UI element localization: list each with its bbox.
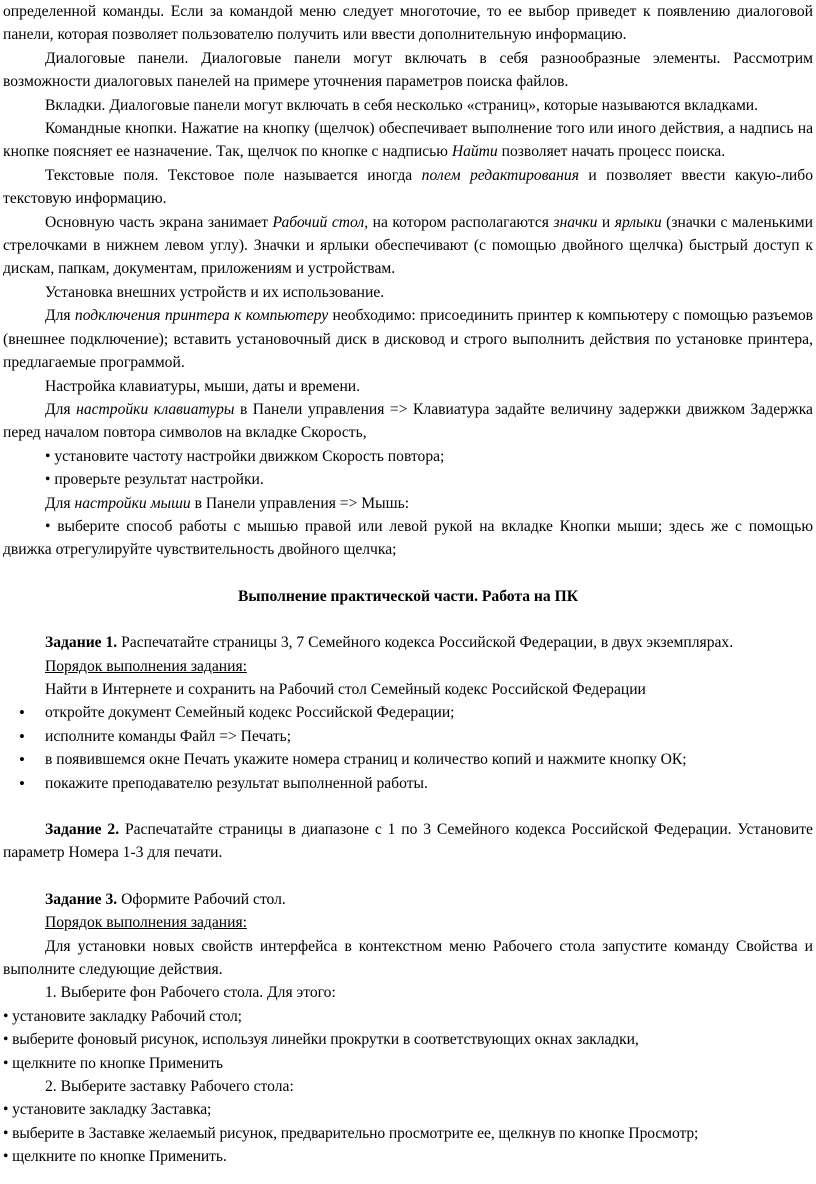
- paragraph: Установка внешних устройств и их использование.: [45, 283, 385, 301]
- task-3-heading: Задание 3. Оформите Рабочий стол.: [45, 890, 286, 908]
- task-3-order-label: Порядок выполнения задания:: [45, 914, 247, 932]
- bullet-line: • установите частоту настройки движком Скорость повтора;: [45, 447, 445, 465]
- task-1-order-label: Порядок выполнения задания:: [45, 657, 247, 675]
- list-item: • в появившемся окне Печать укажите номера страниц и количество копий и нажмите кнопку ОК;: [3, 748, 813, 771]
- paragraph: Для настройки клавиатуры в Панели управления => Клавиатура задайте величину задержки движком Задержка перед началом повтора символов на вкладке Скорость,: [3, 400, 813, 442]
- paragraph: Диалоговые панели. Диалоговые панели могут включать в себя разнообразные элементы. Рассмотрим возможности диалоговых панелей на примере уточнения параметров поиска файлов.: [3, 49, 813, 91]
- section-title: Выполнение практической части. Работа на ПК: [237, 587, 579, 605]
- paragraph: определенной команды. Если за командой меню следует многоточие, то ее выбор приведет к появлению диалоговой панели, которая позволяет пользователю получить или ввести дополнительную информацию.: [3, 3, 813, 44]
- paragraph: • выберите способ работы с мышью правой или левой рукой на вкладке Кнопки мыши; здесь же с помощью движка отрегулируйте чувствительность двойного щелчка;: [3, 517, 813, 559]
- paragraph: Для установки новых свойств интерфейса в контекстном меню Рабочего стола запустите команду Свойства и выполните следующие действия.: [3, 937, 813, 979]
- list-item: • щелкните по кнопке Применить: [3, 1054, 223, 1072]
- task-2-heading: Задание 2. Распечатайте страницы в диапазоне с 1 по 3 Семейного кодекса Российской Федерации. Установите параметр Номера 1-3 для печати.: [3, 821, 813, 862]
- paragraph: Для настройки мыши в Панели управления => Мышь:: [45, 494, 410, 512]
- list-item: • исполните команды Файл => Печать;: [3, 725, 813, 748]
- bullet-line: • проверьте результат настройки.: [45, 471, 264, 489]
- task-1-steps: [3, 701, 813, 795]
- list-item: • установите закладку Рабочий стол;: [3, 1007, 242, 1025]
- paragraph: Основную часть экрана занимает Рабочий стол, на котором располагаются значки и ярлыки (значки с маленькими стрелочками в нижнем левом углу). Значки и ярлыки обеспечивают (с помощью двойного щелчка) быстрый доступ к дискам, папкам, документам, приложениям и устройствам.: [3, 213, 813, 278]
- paragraph: Командные кнопки. Нажатие на кнопку (щелчок) обеспечивает выполнение того или иного действия, а надпись на кнопке поясняет ее назначение. Так, щелчок по кнопке с надписью Найти позволяет начать процесс поиска.: [3, 120, 813, 161]
- list-item: • установите закладку Заставка;: [3, 1101, 212, 1119]
- list-item: • покажите преподавателю результат выполненной работы.: [3, 772, 813, 795]
- paragraph: Найти в Интернете и сохранить на Рабочий стол Семейный кодекс Российской Федерации: [45, 680, 646, 698]
- step-heading: 1. Выберите фон Рабочего стола. Для этого:: [45, 984, 336, 1002]
- list-item: • выберите фоновый рисунок, используя линейки прокрутки в соответствующих окнах закладки,: [3, 1031, 639, 1049]
- task-1-heading: Задание 1. Распечатайте страницы 3, 7 Семейного кодекса Российской Федерации, в двух экземплярах.: [45, 634, 734, 652]
- paragraph: Вкладки. Диалоговые панели могут включать в себя несколько «страниц», которые называются вкладками.: [45, 96, 759, 114]
- paragraph: Текстовые поля. Текстовое поле называется иногда полем редактирования и позволяет ввести какую-либо текстовую информацию.: [3, 166, 813, 208]
- paragraph: Настройка клавиатуры, мыши, даты и времени.: [45, 377, 361, 395]
- paragraph: Для подключения принтера к компьютеру необходимо: присоединить принтер к компьютеру с помощью разъемов (внешнее подключение); вставить установочный диск в дисковод и строго выполнить действия по установке принтера, предлагаемые программой.: [3, 307, 813, 372]
- step-heading: 2. Выберите заставку Рабочего стола:: [45, 1078, 294, 1096]
- list-item: • выберите в Заставке желаемый рисунок, предварительно просмотрите ее, щелкнув по кнопке Просмотр;: [3, 1124, 699, 1142]
- list-item: • откройте документ Семейный кодекс Российской Федерации;: [3, 701, 813, 724]
- list-item: • щелкните по кнопке Применить.: [3, 1148, 227, 1166]
